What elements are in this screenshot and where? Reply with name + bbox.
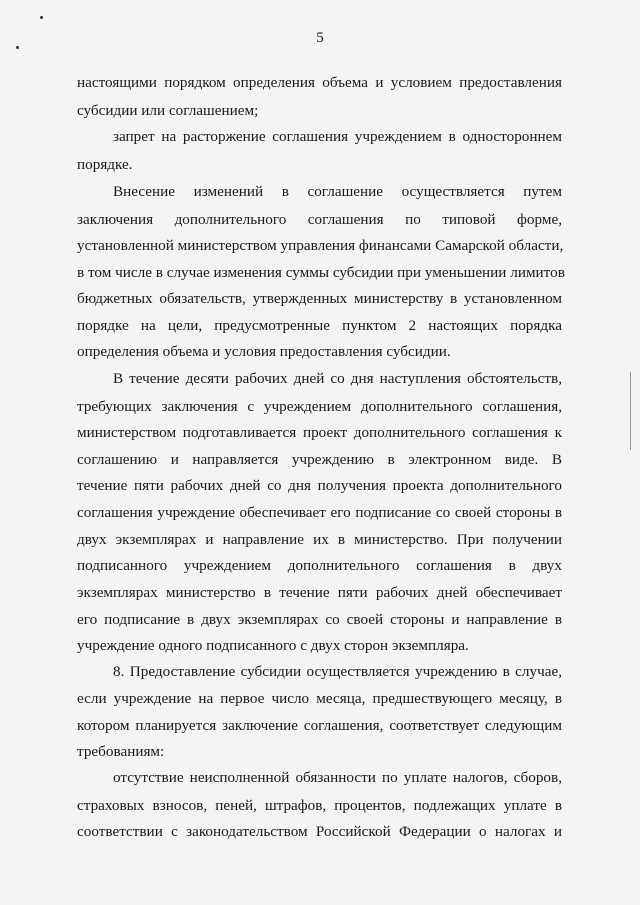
text-line: котором планируется заключение соглашения, соответствует следующим xyxy=(77,717,562,734)
text-line: отсутствие неисполненной обязанности по уплате налогов, сборов, xyxy=(113,769,562,786)
scan-edge-mark xyxy=(630,372,631,450)
text-line: его подписание в двух экземплярах со своей стороны и направление в xyxy=(77,611,562,628)
text-line: подписанного учреждением дополнительного соглашения в двух xyxy=(77,557,562,574)
text-line: настоящими порядком определения объема и условием предоставления xyxy=(77,74,562,91)
text-line: учреждение одного подписанного с двух сторон экземпляра. xyxy=(77,637,469,654)
page-number: 5 xyxy=(316,30,324,46)
text-line: если учреждение на первое число месяца, предшествующего месяцу, в xyxy=(77,690,562,707)
text-line: субсидии или соглашением; xyxy=(77,102,259,119)
text-line: 8. Предоставление субсидии осуществляется учреждению в случае, xyxy=(113,663,562,680)
text-line: установленной министерством управления финансами Самарской области, xyxy=(77,237,564,254)
text-line: соответствии с законодательством Российской Федерации о налогах и xyxy=(77,823,562,840)
text-line: заключения дополнительного соглашения по типовой форме, xyxy=(77,211,562,228)
text-line: бюджетных обязательств, утвержденных министерству в установленном xyxy=(77,290,562,307)
text-line: соглашению и направляется учреждению в электронном виде. В xyxy=(77,451,562,468)
text-line: порядке на цели, предусмотренные пунктом 2 настоящих порядка xyxy=(77,317,562,334)
text-line: соглашения учреждение обеспечивает его подписание со своей стороны в xyxy=(77,504,562,521)
text-line: министерством подготавливается проект дополнительного соглашения к xyxy=(77,424,562,441)
text-line: порядке. xyxy=(77,156,133,173)
text-line: течение пяти рабочих дней со дня получения проекта дополнительного xyxy=(77,477,562,494)
text-line: определения объема и условия предоставления субсидии. xyxy=(77,343,451,360)
text-line: Внесение изменений в соглашение осуществляется путем xyxy=(113,183,562,200)
text-line: требующих заключения с учреждением дополнительного соглашения, xyxy=(77,398,562,415)
text-line: двух экземплярах и направление их в министерство. При получении xyxy=(77,531,562,548)
text-line: В течение десяти рабочих дней со дня наступления обстоятельств, xyxy=(113,370,562,387)
text-line: в том числе в случае изменения суммы субсидии при уменьшении лимитов xyxy=(77,264,565,281)
text-line: страховых взносов, пеней, штрафов, процентов, подлежащих уплате в xyxy=(77,797,562,814)
scan-speck xyxy=(40,16,43,19)
text-line: запрет на расторжение соглашения учреждением в одностороннем xyxy=(113,128,562,145)
text-line: требованиям: xyxy=(77,743,165,760)
text-line: экземплярах министерство в течение пяти рабочих дней обеспечивает xyxy=(77,584,562,601)
